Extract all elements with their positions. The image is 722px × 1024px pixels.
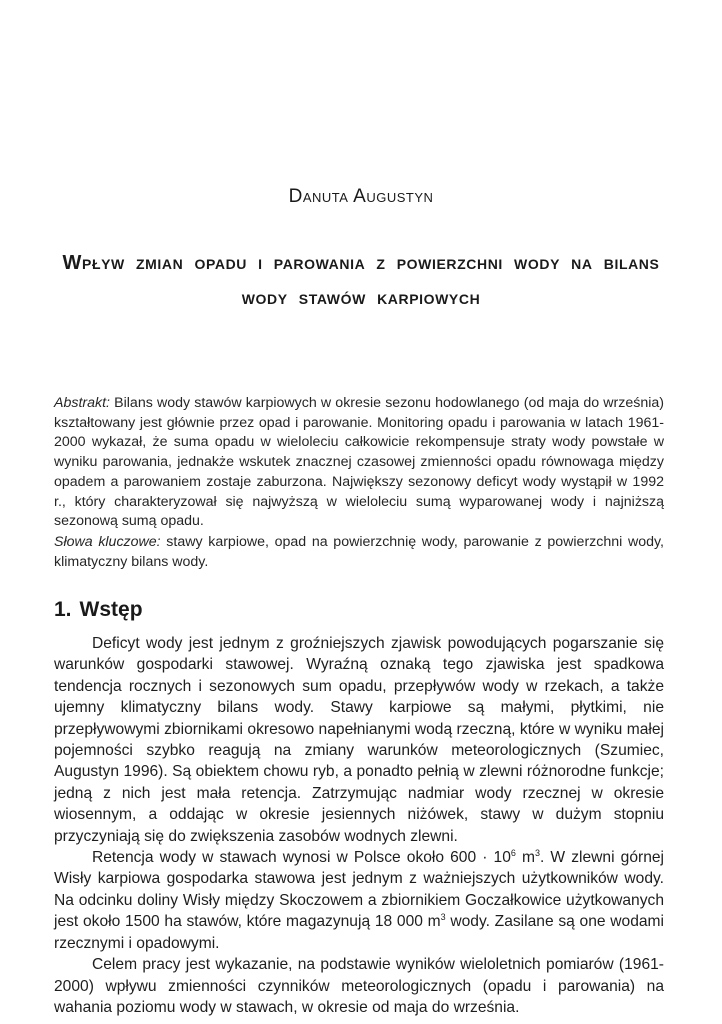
superscript: 3 — [534, 848, 540, 859]
section-number: 1. — [54, 598, 72, 621]
paragraph-2-part: wody. Zasilane są one wodami rzecznymi i opadowymi. — [54, 913, 664, 952]
keywords-label: Słowa kluczowe: — [54, 534, 161, 550]
paper-title: Wpływ zmian opadu i parowania z powierzchni wody na bilans wody stawów karpiowych — [62, 252, 660, 309]
abstract — [54, 394, 664, 532]
abstract-label: Abstrakt: — [54, 395, 110, 411]
paragraph-2-part: m — [515, 849, 535, 867]
superscript: 3 — [440, 912, 446, 923]
body-text — [54, 633, 664, 1018]
keywords-text: stawy karpiowe, opad na powierzchnię wody, parowanie z powierzchni wody, klimatyczny bilans wody. — [54, 534, 664, 570]
paragraph-2 — [54, 847, 664, 954]
paragraph-3: Celem pracy jest wykazanie, na podstawie wyników wieloletnich pomiarów (1961-2000) wpływu zmienności czynników meteorologicznych (opadu i parowania) na wahania poziomu wody w stawach, w okresie od maja do września. — [54, 956, 664, 1016]
paragraph-1: Deficyt wody jest jednym z groźniejszych zjawisk powodujących pogarszanie się warunków gospodarki stawowej. Wyraźną oznaką tego zjawiska jest spadkowa tendencja rocznych i sezonowych sum opadu, przepływów wody w rzekach, a także ujemny klimatyczny bilans wody. Stawy karpiowe są małymi, płytkimi, nie przepływowymi zbiornikami okresowo napełnianymi wodą rzeczną, które w wyniku małej pojemności szybko reagują na zmiany warunków meteorologicznych (Szumiec, Augustyn 1996). Są obiektem chowu ryb, a ponadto pełnią w zlewni różnorodne funkcje; jedną z nich jest mała retencja. Zatrzymując nadmiar wody rzecznej w okresie wiosennym, a oddając w okresie jesiennych niżówek, stawy w dużym stopniu przyczyniają się do zwiększenia zasobów wodnych zlewni. — [54, 635, 664, 845]
paragraph-2-part: . W zlewni górnej Wisły karpiowa gospodarka stawowa jest jednym z ważniejszych użytkowników wody. Na odcinku doliny Wisły między Skoczowem a zbiornikiem Goczałkowice użytkowanych jest około 1500 ha stawów, które magazynują 18 000 m — [54, 849, 664, 931]
superscript: 6 — [510, 848, 516, 859]
keywords — [54, 533, 664, 572]
author-name: Danuta Augustyn — [288, 186, 434, 207]
abstract-text: Bilans wody stawów karpiowych w okresie sezonu hodowlanego (od maja do września) kształtowany jest głównie przez opad i parowanie. Monitoring opadu i parowania w latach 1961-2000 wykazał, że suma opadu w wieloleciu całkowicie rekompensuje straty wody powstałe w wyniku parowania, jednakże wskutek znacznej czasowej zmienności opadu równowaga między opadem a parowaniem zostaje zaburzona. Największy sezonowy deficyt wody wystąpił w 1992 r., który charakteryzował się najwyższą w wieloleciu sumą wyparowanej wody i najniższą sezonową sumą opadu. — [54, 395, 664, 530]
section-heading — [54, 598, 151, 622]
section-title: Wstęp — [79, 598, 143, 621]
paragraph-2-part: Retencja wody w stawach wynosi w Polsce około 600 · 10 — [92, 849, 511, 867]
